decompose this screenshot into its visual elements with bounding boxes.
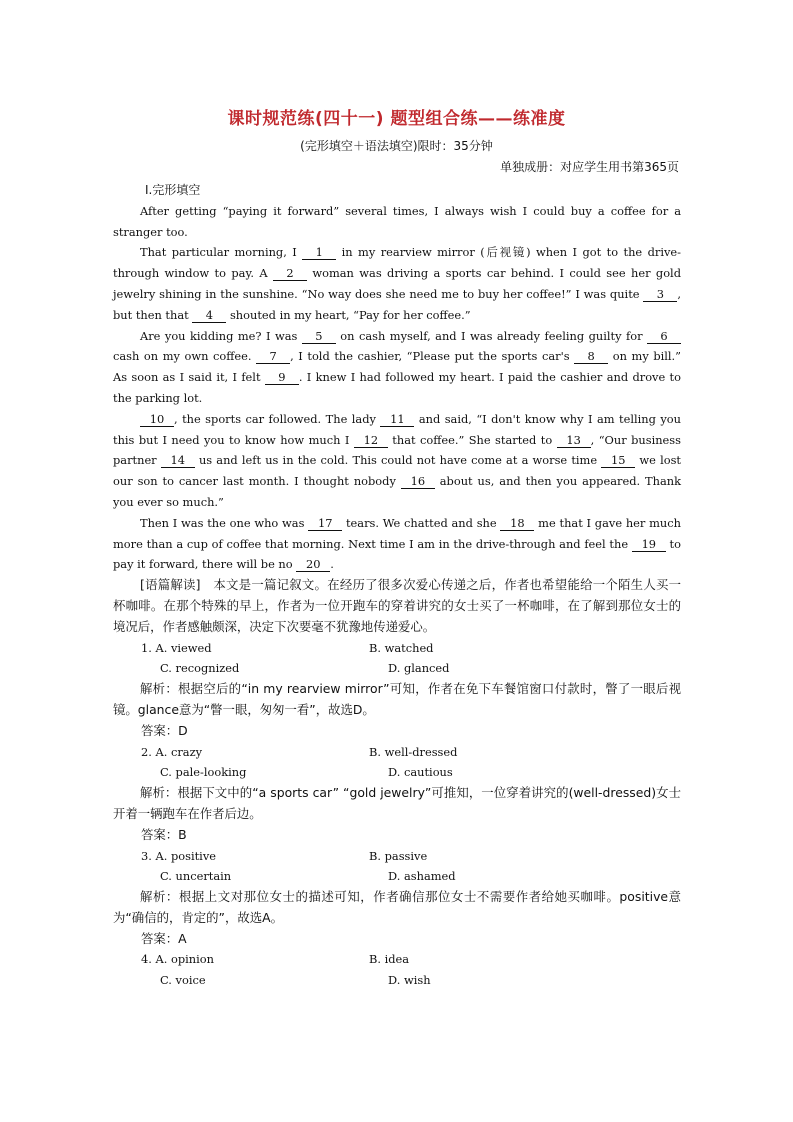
passage-text: . I knew I had followed my heart. I paid the cashier and drove to the parking lot. xyxy=(113,370,681,405)
passage-text: that coffee.” She started to xyxy=(387,432,557,447)
option: C. uncertain xyxy=(160,869,232,884)
option: D. wish xyxy=(388,973,431,988)
passage-paragraph xyxy=(113,326,681,409)
passage-analysis: [语篇解读] 本文是一篇记叙文。在经历了很多次爱心传递之后，作者也希望能给一个陌生人买一杯咖啡。在那个特殊的早上，作者为一位开跑车的穿着讲究的女士买了一杯咖啡，在了解到那位女士的境况后，作者感触颇深，决定下次要毫不犹豫地传递爱心。 xyxy=(113,577,681,634)
cloze-blank: 15 xyxy=(601,454,635,468)
passage-text: on cash myself, and I was already feeling guilty for xyxy=(335,328,647,343)
option: D. glanced xyxy=(388,661,450,676)
cloze-blank: 18 xyxy=(500,517,534,531)
option-row xyxy=(113,949,681,970)
cloze-blank: 3 xyxy=(643,288,677,302)
option: C. voice xyxy=(160,973,206,988)
passage-text: . xyxy=(330,557,334,572)
option-row xyxy=(113,658,681,679)
passage-text: we lost our son to cancer last month. I thought nobody xyxy=(113,453,682,489)
passage-text: tears. We chatted and she xyxy=(342,515,501,530)
passage-text: me that I gave her much more than a cup of coffee that morning. Next time I am in the drive-through and feel the xyxy=(113,515,681,551)
option: B. well-dressed xyxy=(369,744,458,759)
passage-text: , I told the cashier, “Please put the sports car's xyxy=(290,349,575,364)
cloze-blank: 16 xyxy=(401,475,435,489)
passage-text: and said, “I don't know why I am telling you this but I need you to know how much I xyxy=(113,411,681,447)
cloze-blank: 7 xyxy=(256,350,290,364)
passage-text: to pay it forward, there will be no xyxy=(113,536,681,572)
passage-text: , “Our business partner xyxy=(113,432,681,468)
question-answer: 答案：B xyxy=(141,826,187,842)
document-body xyxy=(113,180,681,991)
option: 1. A. viewed xyxy=(141,640,212,655)
cloze-blank: 6 xyxy=(647,330,681,344)
page-title: 课时规范练(四十一) 题型组合练——练准度 xyxy=(227,109,566,129)
option: D. cautious xyxy=(388,765,453,780)
cloze-blank: 8 xyxy=(574,350,608,364)
passage-text: Then I was the one who was xyxy=(140,515,309,530)
cloze-blank: 14 xyxy=(161,454,195,468)
question-explanation: 解析：根据空后的“in my rearview mirror”可知，作者在免下车餐馆窗口付款时，瞥了一眼后视镜。glance意为“瞥一眼，匆匆一看”，故选D。 xyxy=(113,681,681,717)
passage-text: After getting “paying it forward” several times, I always wish I could buy a coffee for a stranger too. xyxy=(113,203,681,239)
passage-text: cash on my own coffee. xyxy=(113,349,257,364)
question-list xyxy=(113,638,681,992)
passage-paragraph xyxy=(113,513,681,575)
option-row xyxy=(113,638,681,659)
cloze-blank: 9 xyxy=(265,371,299,385)
option-row xyxy=(113,742,681,763)
section-heading: Ⅰ.完形填空 xyxy=(145,183,201,197)
question-explanation: 解析：根据下文中的“a sports car” “gold jewelry”可推知，一位穿着讲究的(well-dressed)女士开着一辆跑车在作者后边。 xyxy=(113,785,681,821)
question-answer: 答案：A xyxy=(141,930,187,946)
cloze-blank: 13 xyxy=(557,434,591,448)
option-row xyxy=(113,970,681,991)
passage-text: in my rearview mirror (后视镜) when I got to the drive-through window to pay. A xyxy=(113,245,681,281)
cloze-blank: 11 xyxy=(380,413,414,427)
option: C. pale-looking xyxy=(160,765,247,780)
option-row xyxy=(113,846,681,867)
option-row xyxy=(113,866,681,887)
option: B. watched xyxy=(369,640,434,655)
cloze-blank: 5 xyxy=(302,330,336,344)
passage-text: , the sports car followed. The lady xyxy=(174,411,381,426)
cloze-blank: 1 xyxy=(302,246,336,260)
option: D. ashamed xyxy=(388,869,456,884)
cloze-blank: 10 xyxy=(140,413,174,427)
question-explanation: 解析：根据上文对那位女士的描述可知，作者确信那位女士不需要作者给她买咖啡。positive意为“确信的，肯定的”，故选A。 xyxy=(113,889,681,925)
cloze-passage xyxy=(113,201,681,575)
page-subtitle: (完形填空＋语法填空)限时：35分钟 xyxy=(300,139,493,153)
passage-text: woman was driving a sports car behind. I could see her gold jewelry shining in the sunshine. “No way does she need me to buy her coffee!” I was quite xyxy=(113,266,681,301)
passage-paragraph xyxy=(113,242,681,325)
option: B. idea xyxy=(369,952,410,967)
cloze-blank: 20 xyxy=(296,558,330,572)
question-answer: 答案：D xyxy=(141,722,188,738)
passage-text: about us, and then you appeared. Thank you ever so much.” xyxy=(113,474,681,509)
option: 2. A. crazy xyxy=(141,744,203,759)
passage-text: on my bill.” As soon as I said it, I felt xyxy=(113,349,681,385)
cloze-blank: 19 xyxy=(632,538,666,552)
option-row xyxy=(113,762,681,783)
cloze-blank: 2 xyxy=(273,267,307,281)
cloze-blank: 12 xyxy=(354,434,388,448)
passage-text: , but then that xyxy=(113,286,681,322)
option: B. passive xyxy=(369,848,428,863)
passage-text: us and left us in the cold. This could not have come at a worse time xyxy=(194,453,602,468)
cloze-blank: 4 xyxy=(192,309,226,323)
passage-paragraph xyxy=(113,409,681,513)
passage-text: shouted in my heart, “Pay for her coffee.” xyxy=(226,307,471,322)
passage-text: That particular morning, I xyxy=(140,245,303,260)
book-reference: 单独成册：对应学生用书第365页 xyxy=(500,160,679,174)
cloze-blank: 17 xyxy=(308,517,342,531)
option: 3. A. positive xyxy=(141,848,216,863)
option: C. recognized xyxy=(160,661,240,676)
passage-paragraph xyxy=(113,201,681,243)
passage-text: Are you kidding me? I was xyxy=(140,328,302,343)
option: 4. A. opinion xyxy=(141,952,214,967)
